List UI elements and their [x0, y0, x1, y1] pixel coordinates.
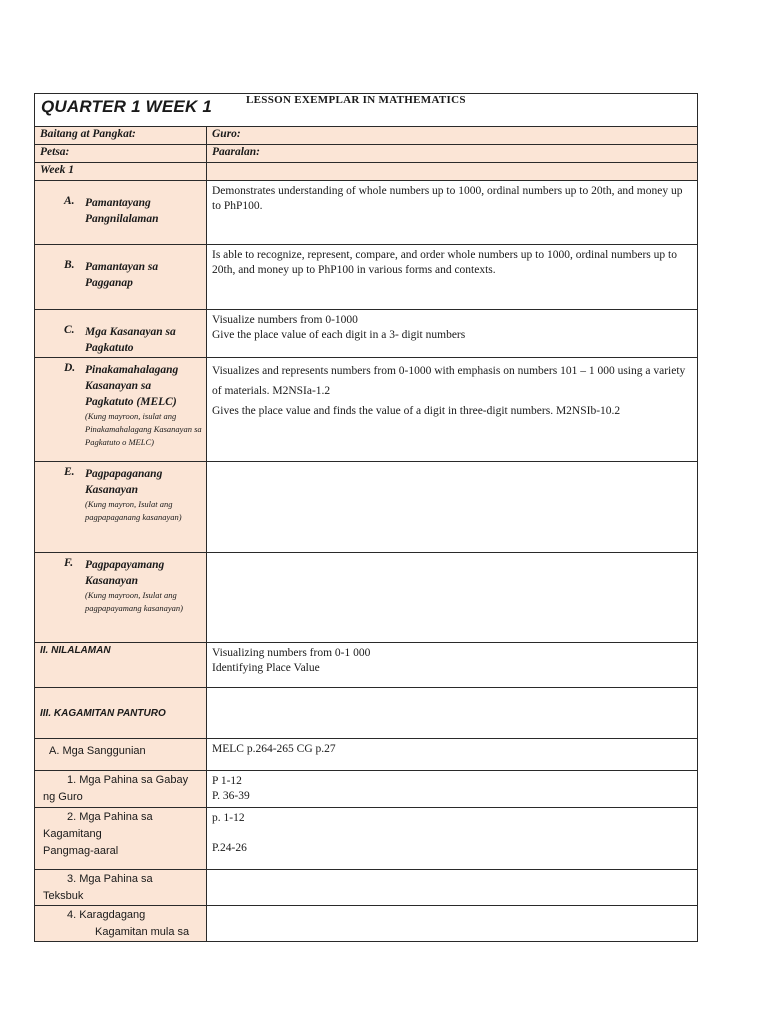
- objective-note: (Kung mayroon, Isulat ang pagpapayamang kasanayan): [85, 590, 183, 613]
- objective-content: [207, 181, 698, 245]
- lesson-exemplar-table: [34, 93, 698, 942]
- week-label: Week 1: [35, 163, 207, 181]
- reference-content: [207, 870, 698, 906]
- kagamitan-label: III. KAGAMITAN PANTURO: [35, 688, 207, 739]
- nilalaman-row: [35, 643, 698, 688]
- objective-title-line: Pamantayan sa: [85, 261, 159, 273]
- reference-content-line: [212, 826, 692, 841]
- school-label: Paaralan:: [207, 145, 698, 163]
- reference-label: [35, 808, 207, 870]
- reference-content-line: p. 1-12: [212, 812, 245, 824]
- objective-label-cell: [35, 181, 207, 245]
- objective-label: [35, 553, 206, 615]
- reference-label-line: 1. Mga Pahina sa Gabay: [67, 774, 189, 786]
- title-cell: [35, 94, 698, 127]
- week-blank: [207, 163, 698, 181]
- objective-title-line: Pagkatuto (MELC): [85, 396, 177, 408]
- grade-teacher-row: [35, 127, 698, 145]
- objective-label: [35, 181, 206, 227]
- objective-label-cell: [35, 245, 207, 310]
- objective-letter: A.: [64, 195, 75, 207]
- objective-title-line: Kasanayan: [85, 575, 139, 587]
- objective-content-line: Is able to recognize, represent, compare, and order whole numbers up to 1000, ordinal numbers up to 20th, and money up to PhP100 in various forms and contexts.: [212, 249, 677, 276]
- objective-title-line: Pagpapayamang: [85, 559, 165, 571]
- objective-content: [207, 310, 698, 358]
- reference-label-line: Teksbuk: [43, 890, 84, 902]
- objective-content-line: Give the place value of each digit in a 3- digit numbers: [212, 329, 466, 341]
- reference-label-line: ng Guro: [43, 791, 83, 803]
- objective-content-line: Visualizes and represents numbers from 0-1000 with emphasis on numbers 101 – 1 000 using a variety of materials. M2NSIa-1.2: [212, 365, 686, 397]
- reference-label-line: 2. Mga Pahina sa: [67, 811, 153, 823]
- week-row: [35, 163, 698, 181]
- quarter-week-title: QUARTER 1 WEEK 1: [41, 97, 213, 116]
- reference-label: [35, 906, 207, 942]
- kagamitan-content: [207, 688, 698, 739]
- reference-content-line: P 1-12: [212, 775, 242, 787]
- objective-title: [85, 259, 158, 291]
- objective-row: [35, 310, 698, 358]
- objective-letter: F.: [64, 557, 74, 569]
- title-row: [35, 94, 698, 127]
- nilalaman-content: [207, 643, 698, 688]
- reference-content: [207, 808, 698, 870]
- grade-label: Baitang at Pangkat:: [35, 127, 207, 145]
- objective-label-cell: [35, 310, 207, 358]
- objective-content: [207, 553, 698, 643]
- objective-title-line: Kasanayan sa: [85, 380, 152, 392]
- nilalaman-label: II. NILALAMAN: [35, 643, 207, 688]
- reference-label-line: Kagamitang: [43, 828, 102, 840]
- reference-label-line: 3. Mga Pahina sa: [67, 873, 153, 885]
- objective-title: [85, 557, 202, 615]
- reference-row: [35, 771, 698, 808]
- reference-label: [35, 870, 207, 906]
- objective-note: (Kung mayron, Isulat ang pagpapaganang kasanayan): [85, 499, 182, 522]
- objective-title-line: Mga Kasanayan sa: [85, 326, 176, 338]
- objective-label: [35, 310, 206, 356]
- objective-label: [35, 462, 206, 524]
- nilalaman-line: Identifying Place Value: [212, 662, 320, 674]
- reference-label-line: Pangmag-aaral: [43, 845, 119, 857]
- reference-row: [35, 906, 698, 942]
- sanggunian-row: [35, 739, 698, 771]
- objective-letter: E.: [64, 466, 75, 478]
- objective-row: [35, 553, 698, 643]
- objective-title: [85, 466, 202, 524]
- objectives-section: [35, 181, 698, 643]
- reference-row: [35, 870, 698, 906]
- objective-content: [207, 245, 698, 310]
- reference-row: [35, 808, 698, 870]
- objective-title-line: Kasanayan: [85, 484, 139, 496]
- objective-letter: C.: [64, 324, 75, 336]
- objective-title-line: Pinakamahalagang: [85, 364, 179, 376]
- reference-content: [207, 771, 698, 808]
- objective-label-cell: [35, 358, 207, 462]
- objective-title-line: Pangnilalaman: [85, 213, 159, 225]
- objective-title-line: Pagpapaganang: [85, 468, 163, 480]
- kagamitan-row: [35, 688, 698, 739]
- objective-row: [35, 245, 698, 310]
- objective-letter: B.: [64, 259, 75, 271]
- reference-content-line: P.24-26: [212, 842, 247, 854]
- reference-content: [207, 906, 698, 942]
- objective-title: [85, 195, 159, 227]
- date-school-row: [35, 145, 698, 163]
- objective-row: [35, 462, 698, 553]
- objective-title: [85, 362, 202, 449]
- reference-label-line: Kagamitan mula sa: [95, 926, 190, 938]
- objective-label-cell: [35, 553, 207, 643]
- objective-content-line: Visualize numbers from 0-1000: [212, 314, 358, 326]
- lesson-title: LESSON EXEMPLAR IN MATHEMATICS: [246, 94, 466, 106]
- objective-label-cell: [35, 462, 207, 553]
- objective-title: [85, 324, 176, 356]
- objective-title-line: Pagganap: [85, 277, 133, 289]
- objective-content: [207, 462, 698, 553]
- objective-content-line: Demonstrates understanding of whole numbers up to 1000, ordinal numbers up to 20th, and money up to PhP100.: [212, 185, 683, 212]
- objective-note: (Kung mayroon, isulat ang Pinakamahalagang Kasanayan sa Pagkatuto o MELC): [85, 411, 202, 447]
- sanggunian-label: A. Mga Sanggunian: [35, 739, 207, 771]
- objective-label: [35, 245, 206, 291]
- objective-letter: D.: [64, 362, 76, 374]
- date-label: Petsa:: [35, 145, 207, 163]
- reference-label-line: 4. Karagdagang: [67, 909, 146, 921]
- reference-content-line: P. 36-39: [212, 790, 250, 802]
- objective-row: [35, 358, 698, 462]
- objective-row: [35, 181, 698, 245]
- sanggunian-content: MELC p.264-265 CG p.27: [207, 739, 698, 771]
- objective-title-line: Pamantayang: [85, 197, 151, 209]
- teacher-label: Guro:: [207, 127, 698, 145]
- reference-label: [35, 771, 207, 808]
- objective-content-line: Gives the place value and finds the value of a digit in three-digit numbers. M2NSIb-10.2: [212, 405, 621, 417]
- references-section: [35, 771, 698, 942]
- objective-label: [35, 358, 206, 449]
- objective-title-line: Pagkatuto: [85, 342, 134, 354]
- objective-content: [207, 358, 698, 462]
- nilalaman-line: Visualizing numbers from 0-1 000: [212, 647, 371, 659]
